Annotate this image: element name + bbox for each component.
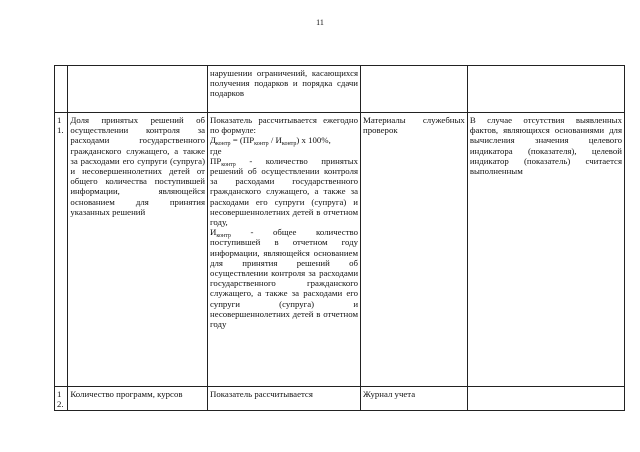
data-source-cell: Журнал учета <box>361 387 468 411</box>
note-cell: В случае отсутствия выявленных фактов, являющихся основаниями для вычисления значения целевого индикатора (показателя), целевой индикатор (показатель) считается выполненным <box>467 113 624 387</box>
calculation-method-cell <box>208 113 361 387</box>
data-source-cell: Материалы служебных проверок <box>361 113 468 387</box>
row-number-cell <box>55 66 68 113</box>
indicator-name-cell: Доля принятых решений об осуществлении контроля за расходами государственного гражданского служащего, а также за расходами его супруги (супруга) и несовершеннолетних детей от общего количества поступившей информации, являющейся основанием для принятия указанных решений <box>68 113 208 387</box>
note-cell <box>467 387 624 411</box>
formula: $Д_{контр} = (ПР_{контр} / И_{контр})$ x 100%, <box>210 135 331 148</box>
calculation-method-cell: Показатель рассчитывается <box>208 387 361 411</box>
page-number: 11 <box>316 18 324 27</box>
data-source-cell <box>361 66 468 113</box>
note-cell <box>467 66 624 113</box>
table-row <box>55 387 625 411</box>
formula-term-i: $И_{контр}$ - общее количество поступившей в отчетном году информации, являющейся основанием для принятия решений об осуществлении контроля за расходами государственного гражданского служащего, а также за расходами его супруги (супруга) и несовершеннолетних детей в отчетном году <box>210 227 359 330</box>
calc-intro: Показатель рассчитывается ежегодно по формуле: <box>210 115 359 136</box>
indicators-table <box>54 65 625 411</box>
table-row <box>55 113 625 387</box>
indicator-name-cell: Количество программ, курсов <box>68 387 208 411</box>
table-row <box>55 66 625 113</box>
formula-term-pr: $ПР_{контр}$ - количество принятых решений об осуществлении контроля за расходами государственного гражданского служащего, а также за расходами его супруги (супруга) и несовершеннолетних детей в отчетном году, <box>210 155 359 228</box>
row-number-cell: 11. <box>55 113 68 387</box>
formula-where: где <box>210 145 222 156</box>
indicator-name-cell <box>68 66 208 113</box>
calculation-method-cell: нарушении ограничений, касающихся получения подарков и порядка сдачи подарков <box>208 66 361 113</box>
row-number-cell: 12. <box>55 387 68 411</box>
